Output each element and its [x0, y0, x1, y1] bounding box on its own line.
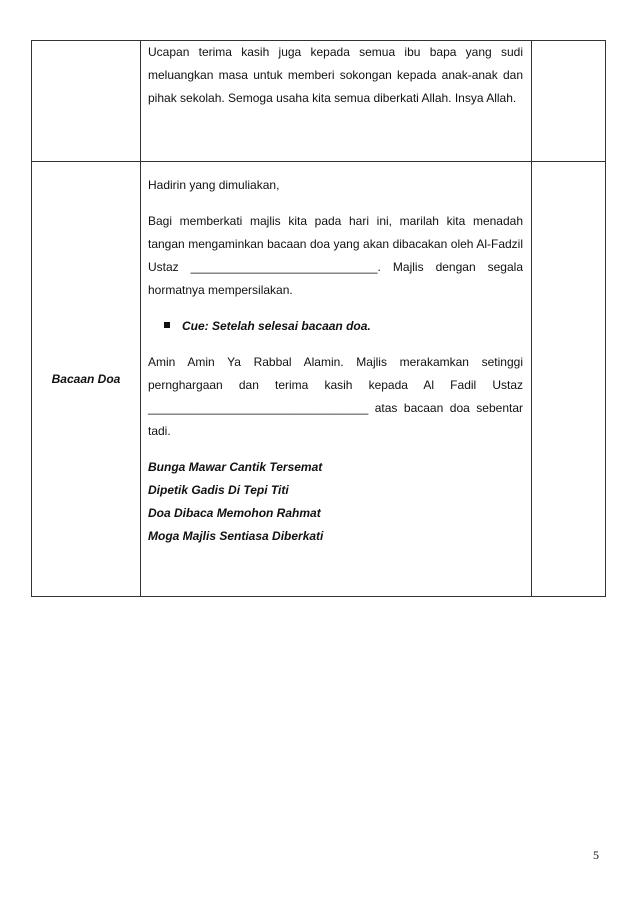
thanks-paragraph: Amin Amin Ya Rabbal Alamin. Majlis merakamkan setinggi pernghargaan dan terima kasih kepada Al Fadil Ustaz _________________________________ atas bacaan doa sebentar tadi.	[148, 355, 523, 438]
row-label	[32, 41, 141, 162]
notes-cell	[532, 162, 606, 597]
square-bullet-icon	[164, 322, 170, 328]
greeting-text: Hadirin yang dimuliakan,	[148, 178, 280, 192]
content-cell	[141, 162, 532, 597]
cue-item	[148, 315, 523, 338]
script-table	[31, 40, 606, 597]
table-row	[32, 162, 606, 597]
poem-line: Doa Dibaca Memohon Rahmat	[148, 506, 321, 520]
closing-thanks-paragraph: Ucapan terima kasih juga kepada semua ibu bapa yang sudi meluangkan masa untuk memberi sokongan kepada anak-anak dan pihak sekolah. Semoga usaha kita semua diberkati Allah. Insya Allah.	[148, 45, 523, 105]
row-label: Bacaan Doa	[32, 162, 141, 597]
poem-line: Bunga Mawar Cantik Tersemat	[148, 460, 323, 474]
poem-line: Moga Majlis Sentiasa Diberkati	[148, 529, 324, 543]
content-cell	[141, 41, 532, 162]
notes-cell	[532, 41, 606, 162]
intro-paragraph: Bagi memberkati majlis kita pada hari ini, marilah kita menadah tangan mengaminkan bacaan doa yang akan dibacakan oleh Al-Fadzil Ustaz ____________________________. Majlis dengan segala hormatnya mempersilakan.	[148, 214, 523, 297]
table-row	[32, 41, 606, 162]
cue-text: Cue: Setelah selesai bacaan doa.	[182, 319, 371, 333]
page-number: 5	[593, 848, 599, 862]
poem-line: Dipetik Gadis Di Tepi Titi	[148, 483, 289, 497]
